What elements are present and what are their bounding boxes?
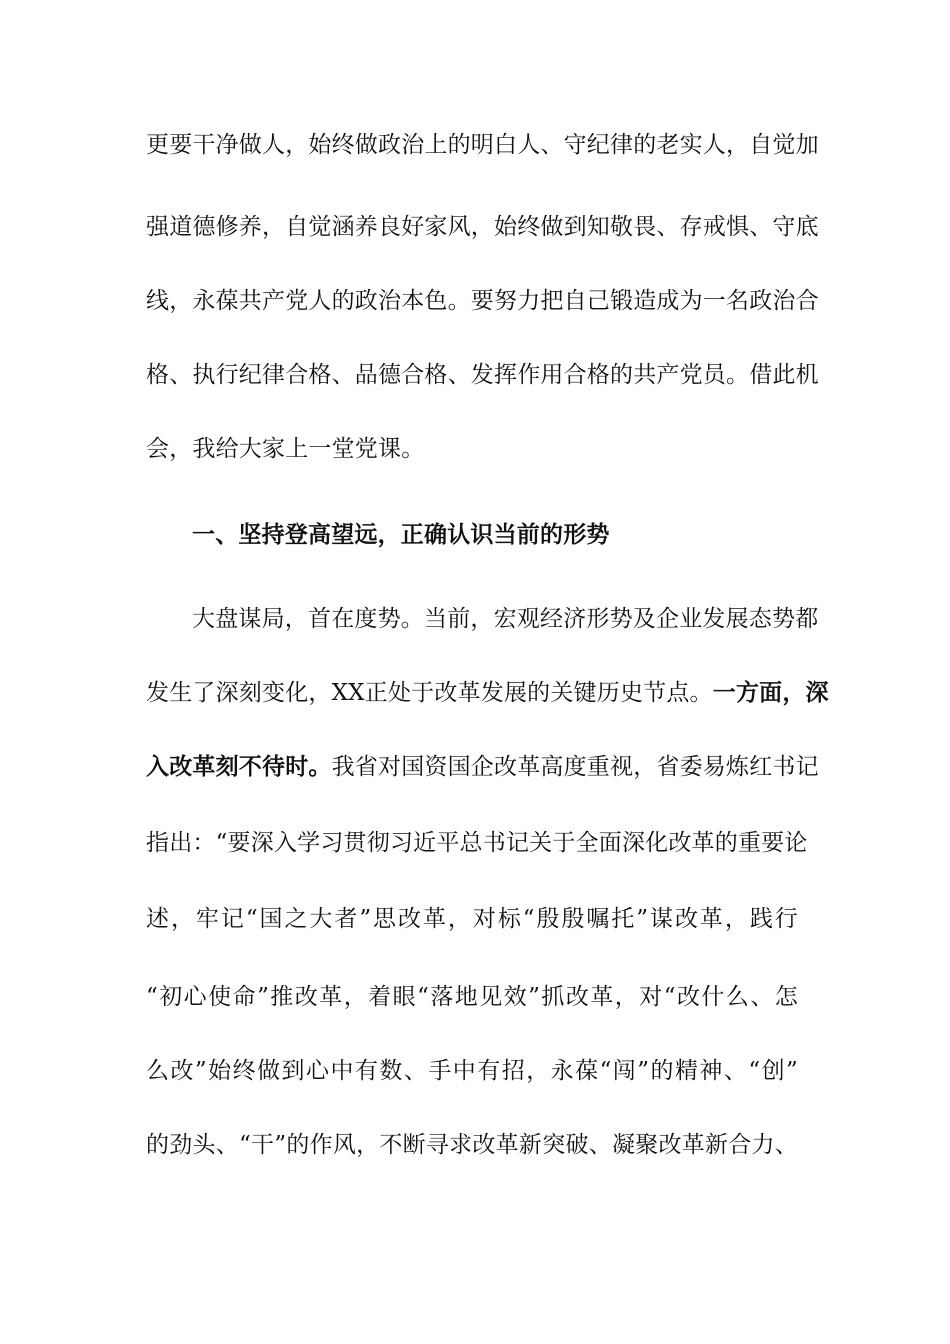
paragraph-line: 么改”始终做到心中有数、手中有招，永葆“闯”的精神、“创”: [146, 1058, 798, 1084]
paragraph-line: 指出：“要深入学习贯彻习近平总书记关于全面深化改革的重要论: [146, 830, 808, 856]
paragraph-line: 线，永葆共产党人的政治本色。要努力把自己锻造成为一名政治合: [146, 288, 819, 314]
paragraph-text: 发生了深刻变化，XX正处于改革发展的关键历史节点。: [146, 680, 713, 706]
paragraph-line: “初心使命”推改革，着眼“落地见效”抓改革，对“改什么、怎: [146, 984, 798, 1010]
paragraph-line: 更要干净做人，始终做政治上的明白人、守纪律的老实人，自觉加: [146, 132, 819, 158]
paragraph-line: [192, 604, 819, 634]
emphasis-text: 入改革刻不待时。: [146, 753, 332, 780]
paragraph-line: [146, 752, 819, 782]
paragraph-line: 的劲头、“干”的作风，不断寻求改革新突破、凝聚改革新合力、: [146, 1132, 798, 1158]
paragraph-line: 格、执行纪律合格、品德合格、发挥作用合格的共产党员。借此机: [146, 362, 819, 388]
paragraph-line-text: 大盘谋局，首在度势。当前，宏观经济形势及企业发展态势都: [192, 606, 819, 632]
paragraph-line: 述，牢记“国之大者”思改革，对标“殷殷嘱托”谋改革，践行: [146, 906, 798, 932]
paragraph-text: 我省对国资国企改革高度重视，省委易炼红书记: [331, 754, 819, 780]
paragraph-line: 强道德修养，自觉涵养良好家风，始终做到知敬畏、存戒惧、守底: [146, 214, 819, 240]
paragraph-line: [146, 678, 829, 708]
emphasis-text: 一方面，深: [712, 679, 829, 706]
paragraph-line: 会，我给大家上一堂党课。: [146, 436, 425, 462]
section-heading: 一、坚持登高望远，正确认识当前的形势: [192, 521, 610, 548]
